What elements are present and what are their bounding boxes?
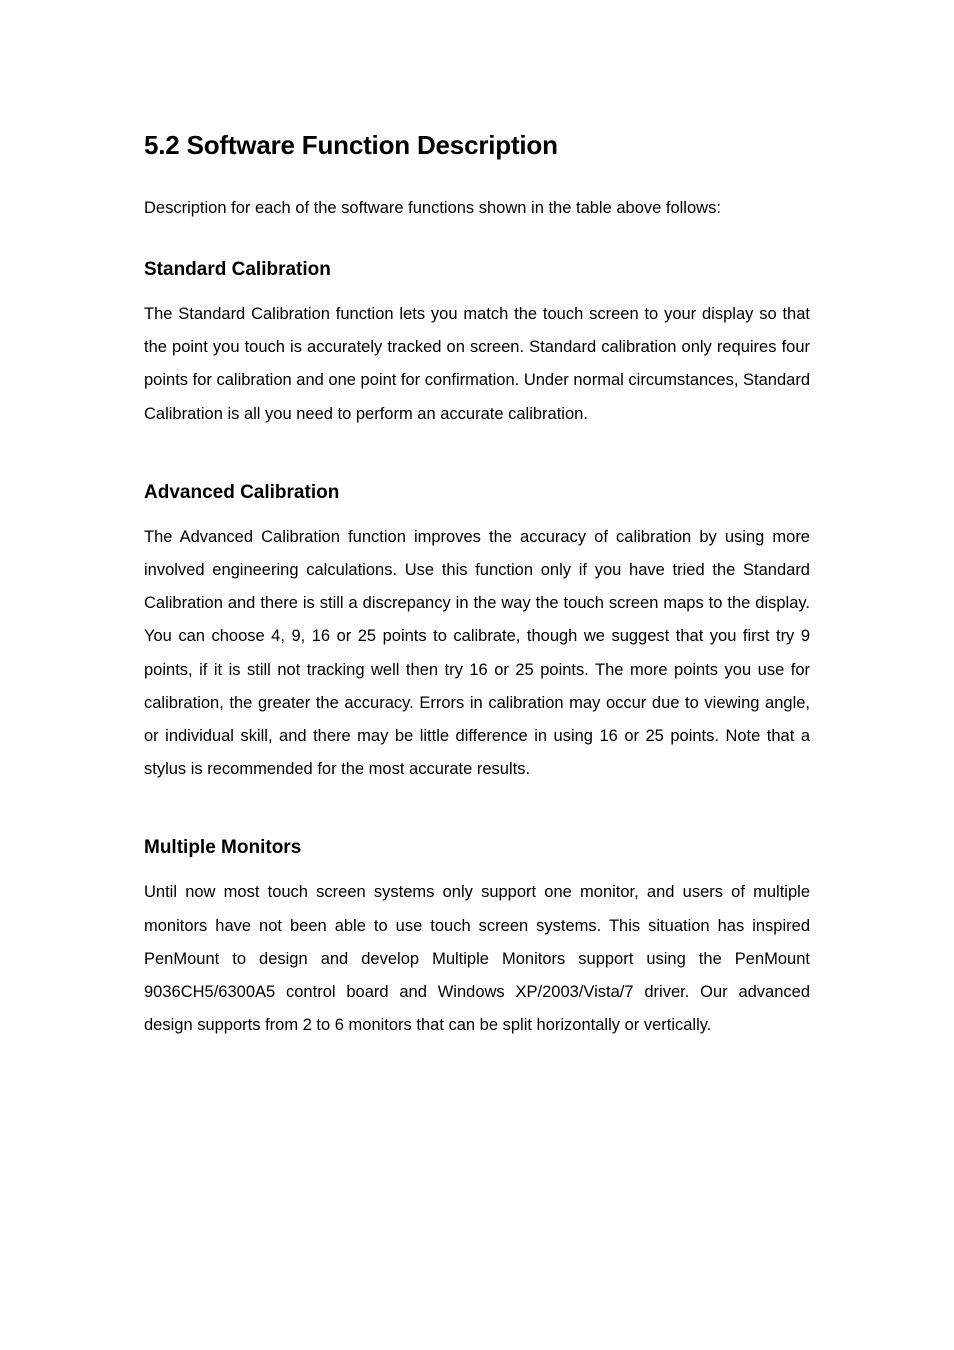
section-heading: Standard Calibration <box>144 259 331 280</box>
section-standard-calibration <box>144 256 810 431</box>
section-body: The Advanced Calibration function improves the accuracy of calibration by using more involved engineering calculations. Use this function only if you have tried the Standard Calibration and there is still a discrepancy in the way the touch screen maps to the display. You can choose 4, 9, 16 or 25 points to calibrate, though we suggest that you first try 9 points, if it is still not tracking well then try 16 or 25 points. The more points you use for calibration, the greater the accuracy. Errors in calibration may occur due to viewing angle, or individual skill, and there may be little difference in using 16 or 25 points. Note that a stylus is recommended for the most accurate results. <box>144 527 810 779</box>
intro-paragraph: Description for each of the software functions shown in the table above follows: <box>144 199 721 217</box>
document-page <box>144 126 810 1042</box>
section-multiple-monitors <box>144 834 810 1042</box>
section-body: Until now most touch screen systems only support one monitor, and users of multiple monitors have not been able to use touch screen systems. This situation has inspired PenMount to design and develop Multiple Monitors support using the PenMount 9036CH5/6300A5 control board and Windows XP/2003/Vista/7 driver. Our advanced design supports from 2 to 6 monitors that can be split horizontally or vertically. <box>144 883 810 1035</box>
section-body: The Standard Calibration function lets you match the touch screen to your display so that the point you touch is accurately tracked on screen. Standard calibration only requires four points for calibration and one point for confirmation. Under normal circumstances, Standard Calibration is all you need to perform an accurate calibration. <box>144 305 810 423</box>
section-advanced-calibration <box>144 479 810 787</box>
page-title: 5.2 Software Function Description <box>144 130 558 160</box>
section-heading: Advanced Calibration <box>144 481 340 503</box>
section-heading: Multiple Monitors <box>144 837 302 859</box>
